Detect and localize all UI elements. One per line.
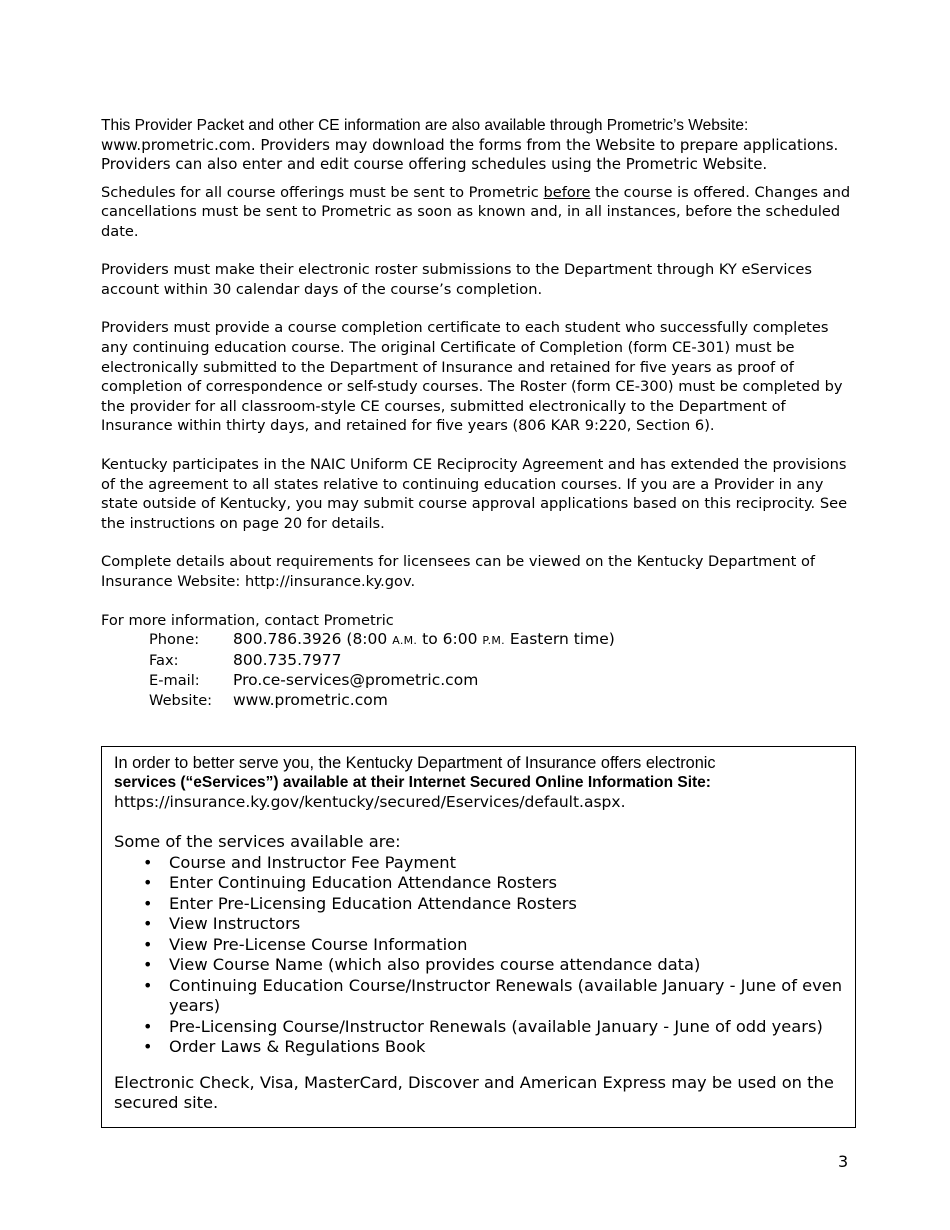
- eservices-intro-line: In order to better serve you, the Kentucky Department of Insurance offers electronic: [114, 754, 716, 772]
- list-item: • Order Laws & Regulations Book: [143, 1037, 843, 1058]
- phone-mid: to 6:00: [417, 630, 483, 649]
- contact-heading: For more information, contact Prometric: [101, 611, 394, 629]
- schedules-emphasis: before: [543, 183, 591, 201]
- contact-email-row: [101, 671, 856, 691]
- list-item: • Enter Continuing Education Attendance Rosters: [143, 873, 843, 894]
- list-item: • View Pre-License Course Information: [143, 935, 843, 956]
- eservices-box: [101, 746, 856, 1128]
- website-label: Website:: [149, 691, 213, 709]
- list-item: • Continuing Education Course/Instructor Renewals (available January - June of even years): [143, 976, 843, 1017]
- schedules-after-text: the course is offered. Changes and cancellations must be sent to Prometric as soon as known and, in all instances, before the scheduled date.: [101, 183, 851, 240]
- intro-rest: www.prometric.com. Providers may download the forms from the Website to prepare applications. Providers can also enter and edit course offering schedules using the Prometric Website.: [101, 135, 839, 173]
- eservices-bold-line: services (“eServices”) available at their Internet Secured Online Information Site:: [114, 774, 711, 791]
- document-page: [101, 116, 856, 710]
- intro-paragraph: [101, 116, 856, 175]
- phone-value: [233, 630, 856, 651]
- contact-phone-row: [101, 630, 856, 651]
- contact-fax-row: [101, 651, 856, 671]
- requirements-paragraph: Complete details about requirements for licensees can be viewed on the Kentucky Department of Insurance Website: http://insurance.ky.gov.: [101, 553, 816, 590]
- reciprocity-paragraph: Kentucky participates in the NAIC Uniform CE Reciprocity Agreement and has extended the provisions of the agreement to all states relative to continuing education courses. If you are a Provider in any state outside of Kentucky, you may submit course approval applications based on this reciprocity. See the instructions on page 20 for details.: [101, 456, 848, 532]
- certificate-paragraph: Providers must provide a course completion certificate to each student who successfully completes any continuing education course. The original Certificate of Completion (form CE-301) must be electronically submitted to the Department of Insurance and retained for five years as proof of completion of correspondence or self-study courses. The Roster (form CE-300) must be completed by the provider for all classroom-style CE courses, submitted electronically to the Department of Insurance within thirty days, and retained for five years (806 KAR 9:220, Section 6).: [101, 319, 843, 435]
- page-number: 3: [838, 1152, 849, 1171]
- payment-note: Electronic Check, Visa, MasterCard, Discover and American Express may be used on the secured site.: [114, 1072, 834, 1112]
- roster-paragraph: Providers must make their electronic roster submissions to the Department through KY eServices account within 30 calendar days of the course’s completion.: [101, 261, 812, 298]
- phone-label: Phone:: [149, 631, 200, 649]
- schedules-before-text: Schedules for all course offerings must be sent to Prometric: [101, 183, 544, 201]
- phone-number: 800.786.3926 (8:00: [233, 630, 393, 649]
- list-item: • Pre-Licensing Course/Instructor Renewals (available January - June of odd years): [143, 1017, 843, 1038]
- phone-am: A.M.: [392, 634, 418, 648]
- website-value: www.prometric.com: [233, 690, 388, 709]
- intro-lead: This Provider Packet and other CE information are also available through Prometric’s Website:: [101, 117, 749, 134]
- services-heading: Some of the services available are:: [114, 832, 401, 851]
- list-item: • Course and Instructor Fee Payment: [143, 853, 843, 874]
- phone-pm: P.M.: [482, 634, 505, 648]
- phone-tail: Eastern time): [504, 630, 615, 649]
- list-item: • View Instructors: [143, 914, 843, 935]
- contact-website-row: [101, 691, 856, 711]
- schedules-paragraph: [101, 183, 856, 242]
- services-list: [114, 853, 843, 1058]
- list-item: • Enter Pre-Licensing Education Attendance Rosters: [143, 894, 843, 915]
- fax-value: 800.735.7977: [233, 650, 342, 669]
- eservices-url: https://insurance.ky.gov/kentucky/secured/Eservices/default.aspx.: [114, 793, 626, 811]
- contact-block: [101, 611, 856, 711]
- email-label: E-mail:: [149, 671, 200, 689]
- list-item: • View Course Name (which also provides course attendance data): [143, 955, 843, 976]
- fax-label: Fax:: [149, 651, 179, 669]
- email-value: Pro.ce-services@prometric.com: [233, 670, 479, 689]
